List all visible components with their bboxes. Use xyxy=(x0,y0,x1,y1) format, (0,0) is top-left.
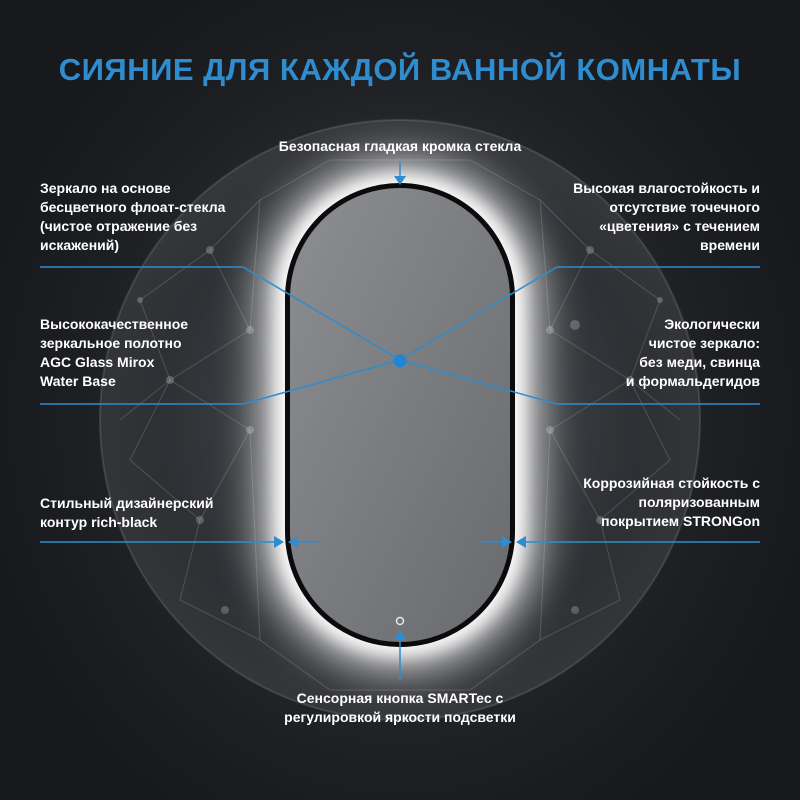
callout-right-3 xyxy=(500,474,760,531)
callout-left-3 xyxy=(40,494,280,532)
callout-line: отсутствие точечного xyxy=(609,199,760,215)
callout-line: контур rich-black xyxy=(40,514,158,530)
callout-line: Экологически xyxy=(664,316,760,332)
callout-line: и формальдегидов xyxy=(625,373,760,389)
callout-line: (чистое отражение без xyxy=(40,218,198,234)
callout-line: Высококачественное xyxy=(40,316,189,332)
callout-line: AGC Glass Mirox xyxy=(40,354,155,370)
callout-line: поляризованным xyxy=(638,494,760,510)
callout-top-text: Безопасная гладкая кромка стекла xyxy=(278,138,522,154)
callout-line: Высокая влагостойкость и xyxy=(573,180,760,196)
callout-left-1 xyxy=(40,179,280,255)
callout-line: регулировкой яркости подсветки xyxy=(284,709,516,725)
callout-line: покрытием STRONGon xyxy=(601,513,760,529)
callout-line: Стильный дизайнерский xyxy=(40,495,214,511)
callout-line: Коррозийная стойкость с xyxy=(583,475,760,491)
callout-left-2 xyxy=(40,315,280,391)
callout-line: чистое зеркало: xyxy=(648,335,760,351)
callout-bottom xyxy=(200,689,600,727)
callout-top xyxy=(200,137,600,156)
callout-right-1 xyxy=(500,179,760,255)
mirror-glass xyxy=(290,188,510,642)
callout-line: Water Base xyxy=(40,373,116,389)
callout-line: искажений) xyxy=(40,237,120,253)
callout-line: времени xyxy=(700,237,760,253)
callout-line: бесцветного флоат-стекла xyxy=(40,199,226,215)
center-focus-dot xyxy=(394,355,407,368)
callout-line: зеркальное полотно xyxy=(40,335,182,351)
callout-right-2 xyxy=(520,315,760,391)
callout-line: без меди, свинца xyxy=(639,354,760,370)
callout-line: Зеркало на основе xyxy=(40,180,171,196)
callout-line: «цветения» с течением xyxy=(599,218,760,234)
page-title: СИЯНИЕ ДЛЯ КАЖДОЙ ВАННОЙ КОМНАТЫ xyxy=(58,52,742,87)
callout-line: Сенсорная кнопка SMARTec с xyxy=(296,690,504,706)
